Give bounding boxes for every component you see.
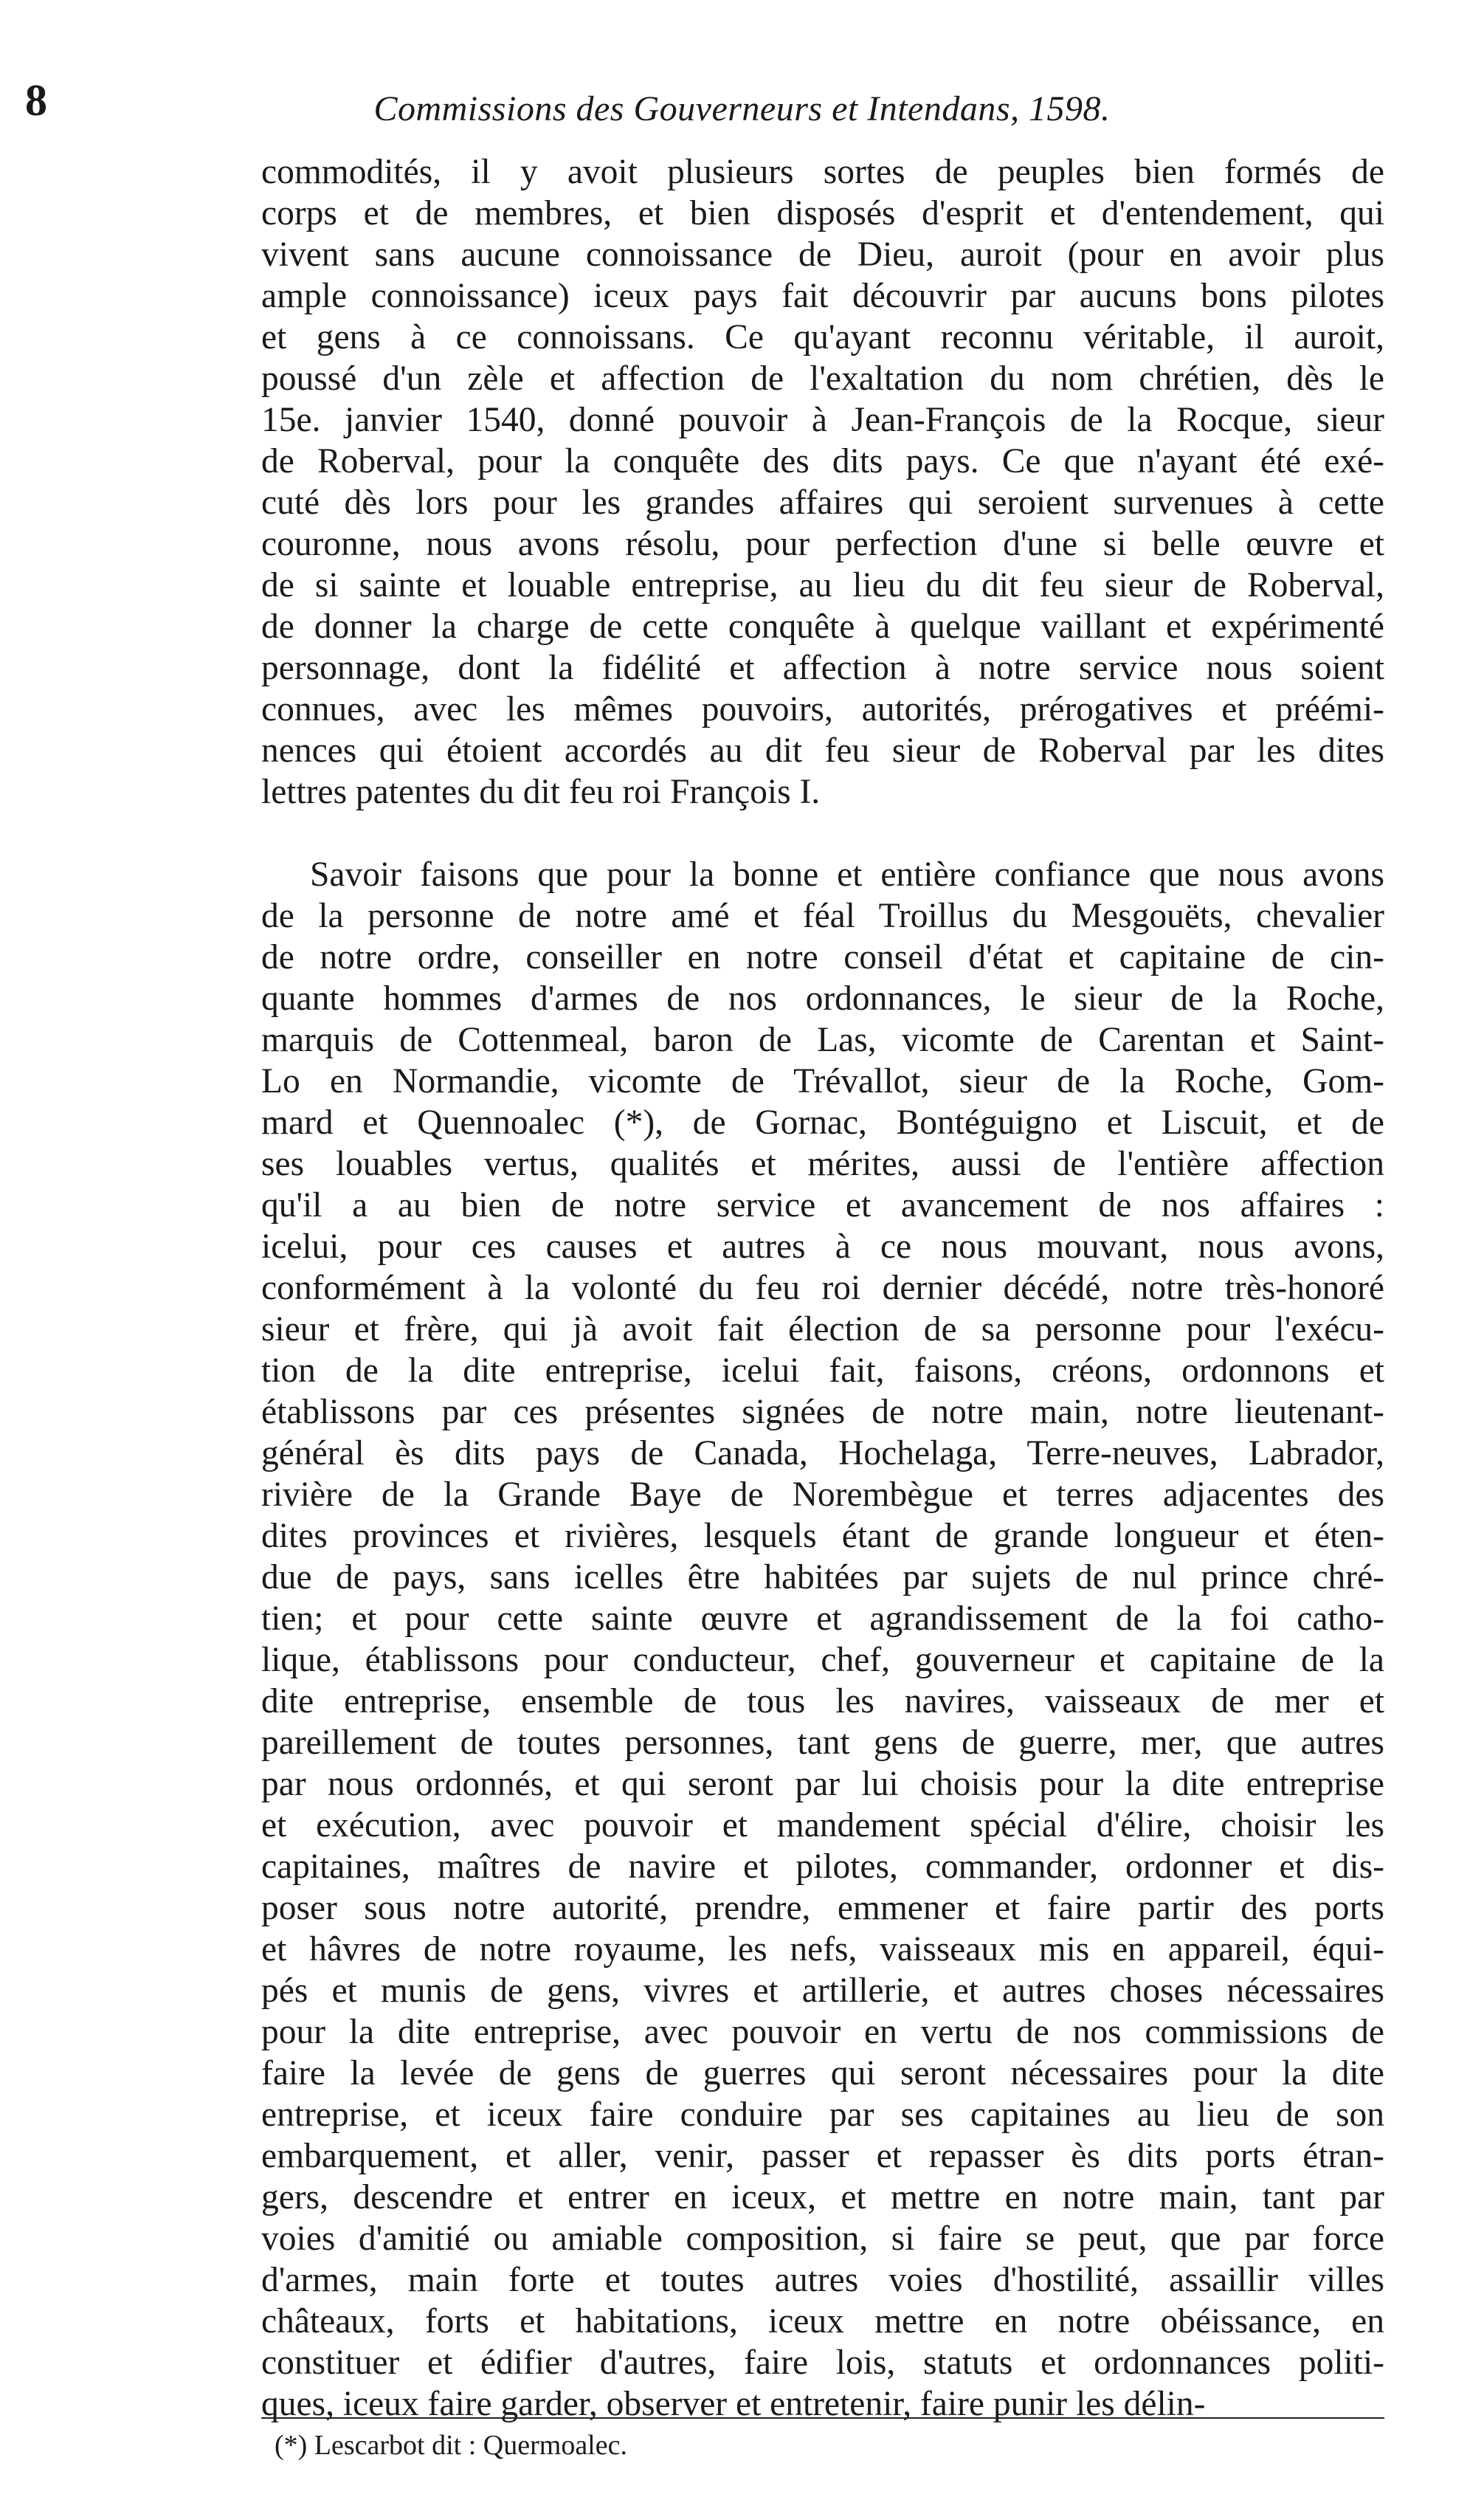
text-line: qu'il a au bien de notre service et avancement de nos affaires : bbox=[261, 1186, 1384, 1225]
running-title: Commissions des Gouverneurs et Intendans, 1598. bbox=[373, 89, 1111, 128]
text-line: poussé d'un zèle et affection de l'exaltation du nom chrétien, dès le bbox=[261, 359, 1384, 398]
text-line: dites provinces et rivières, lesquels étant de grande longueur et éten- bbox=[261, 1517, 1384, 1555]
text-line: Lo en Normandie, vicomte de Trévallot, sieur de la Roche, Gom- bbox=[261, 1062, 1384, 1101]
text-line: pareillement de toutes personnes, tant gens de guerre, mer, que autres bbox=[261, 1723, 1384, 1762]
text-line: et exécution, avec pouvoir et mandement spécial d'élire, choisir les bbox=[261, 1806, 1384, 1845]
text-line: constituer et édifier d'autres, faire lois, statuts et ordonnances politi- bbox=[261, 2343, 1384, 2382]
text-line: ques, iceux faire garder, observer et entretenir, faire punir les délin- bbox=[261, 2385, 1206, 2423]
text-line: de Roberval, pour la conquête des dits pays. Ce que n'ayant été exé- bbox=[261, 442, 1384, 481]
text-line: tion de la dite entreprise, icelui fait, faisons, créons, ordonnons et bbox=[261, 1351, 1384, 1390]
text-line: de donner la charge de cette conquête à quelque vaillant et expérimenté bbox=[261, 607, 1384, 646]
text-line: entreprise, et iceux faire conduire par ses capitaines au lieu de son bbox=[261, 2095, 1384, 2134]
text-line: établissons par ces présentes signées de notre main, notre lieutenant- bbox=[261, 1393, 1384, 1431]
text-line: rivière de la Grande Baye de Norembègue et terres adjacentes des bbox=[261, 1475, 1384, 1514]
text-line: tien; et pour cette sainte œuvre et agrandissement de la foi catho- bbox=[261, 1599, 1384, 1638]
text-line: lettres patentes du dit feu roi François I. bbox=[261, 773, 821, 811]
text-line: quante hommes d'armes de nos ordonnances, le sieur de la Roche, bbox=[261, 979, 1384, 1018]
text-line: dite entreprise, ensemble de tous les navires, vaisseaux de mer et bbox=[261, 1682, 1384, 1721]
text-line: Savoir faisons que pour la bonne et entière confiance que nous avons bbox=[310, 855, 1384, 894]
text-line: et hâvres de notre royaume, les nefs, vaisseaux mis en appareil, équi- bbox=[261, 1930, 1384, 1969]
paragraph-gap bbox=[261, 813, 1384, 854]
text-line: capitaines, maîtres de navire et pilotes, commander, ordonner et dis- bbox=[261, 1847, 1384, 1886]
text-line: et gens à ce connoissans. Ce qu'ayant reconnu véritable, il auroit, bbox=[261, 318, 1384, 357]
text-line: marquis de Cottenmeal, baron de Las, vicomte de Carentan et Saint- bbox=[261, 1021, 1384, 1059]
text-line: ample connoissance) iceux pays fait découvrir par aucuns bons pilotes bbox=[261, 277, 1384, 315]
footnote: (*) Lescarbot dit : Quermoalec. bbox=[275, 2430, 627, 2461]
page-number: 8 bbox=[25, 76, 47, 125]
text-line: poser sous notre autorité, prendre, emmener et faire partir des ports bbox=[261, 1889, 1384, 1927]
text-line: mard et Quennoalec (*), de Gornac, Bontéguigno et Liscuit, et de bbox=[261, 1103, 1384, 1142]
text-line: commodités, il y avoit plusieurs sortes de peuples bien formés de bbox=[261, 153, 1384, 191]
text-line: 15e. janvier 1540, donné pouvoir à Jean-François de la Rocque, sieur bbox=[261, 401, 1384, 439]
text-line: pés et munis de gens, vivres et artillerie, et autres choses nécessaires bbox=[261, 1971, 1384, 2010]
text-line: faire la levée de gens de guerres qui seront nécessaires pour la dite bbox=[261, 2054, 1384, 2093]
text-line: cuté dès lors pour les grandes affaires qui seroient survenues à cette bbox=[261, 483, 1384, 522]
text-line: de la personne de notre amé et féal Troillus du Mesgouëts, chevalier bbox=[261, 897, 1384, 935]
text-line: par nous ordonnés, et qui seront par lui choisis pour la dite entreprise bbox=[261, 1765, 1384, 1803]
text-line: icelui, pour ces causes et autres à ce nous mouvant, nous avons, bbox=[261, 1227, 1384, 1266]
text-line: vivent sans aucune connoissance de Dieu, auroit (pour en avoir plus bbox=[261, 235, 1384, 274]
text-line: connues, avec les mêmes pouvoirs, autorités, prérogatives et préémi- bbox=[261, 690, 1384, 729]
text-line: sieur et frère, qui jà avoit fait élection de sa personne pour l'exécu- bbox=[261, 1310, 1384, 1349]
paragraph-2 bbox=[261, 854, 1384, 2425]
text-line: de si sainte et louable entreprise, au lieu du dit feu sieur de Roberval, bbox=[261, 566, 1384, 605]
text-line: conformément à la volonté du feu roi dernier décédé, notre très-honoré bbox=[261, 1269, 1384, 1307]
text-line: de notre ordre, conseiller en notre conseil d'état et capitaine de cin- bbox=[261, 938, 1384, 977]
text-line: châteaux, forts et habitations, iceux mettre en notre obéissance, en bbox=[261, 2302, 1384, 2341]
text-line: due de pays, sans icelles être habitées par sujets de nul prince chré- bbox=[261, 1558, 1384, 1597]
text-line: couronne, nous avons résolu, pour perfection d'une si belle œuvre et bbox=[261, 525, 1384, 563]
text-line: voies d'amitié ou amiable composition, si faire se peut, que par force bbox=[261, 2219, 1384, 2258]
footnote-divider bbox=[261, 2417, 1384, 2419]
body-text bbox=[261, 151, 1384, 2425]
text-line: personnage, dont la fidélité et affection à notre service nous soient bbox=[261, 649, 1384, 687]
paragraph-1 bbox=[261, 151, 1384, 813]
text-line: embarquement, et aller, venir, passer et repasser ès dits ports étran- bbox=[261, 2137, 1384, 2175]
text-line: gers, descendre et entrer en iceux, et mettre en notre main, tant par bbox=[261, 2178, 1384, 2217]
text-line: ses louables vertus, qualités et mérites, aussi de l'entière affection bbox=[261, 1145, 1384, 1183]
text-line: nences qui étoient accordés au dit feu sieur de Roberval par les dites bbox=[261, 731, 1384, 770]
text-line: corps et de membres, et bien disposés d'esprit et d'entendement, qui bbox=[261, 194, 1384, 233]
text-line: pour la dite entreprise, avec pouvoir en vertu de nos commissions de bbox=[261, 2013, 1384, 2051]
text-line: d'armes, main forte et toutes autres voies d'hostilité, assaillir villes bbox=[261, 2261, 1384, 2299]
text-line: général ès dits pays de Canada, Hochelaga, Terre-neuves, Labrador, bbox=[261, 1434, 1384, 1473]
text-line: lique, établissons pour conducteur, chef, gouverneur et capitaine de la bbox=[261, 1641, 1384, 1679]
